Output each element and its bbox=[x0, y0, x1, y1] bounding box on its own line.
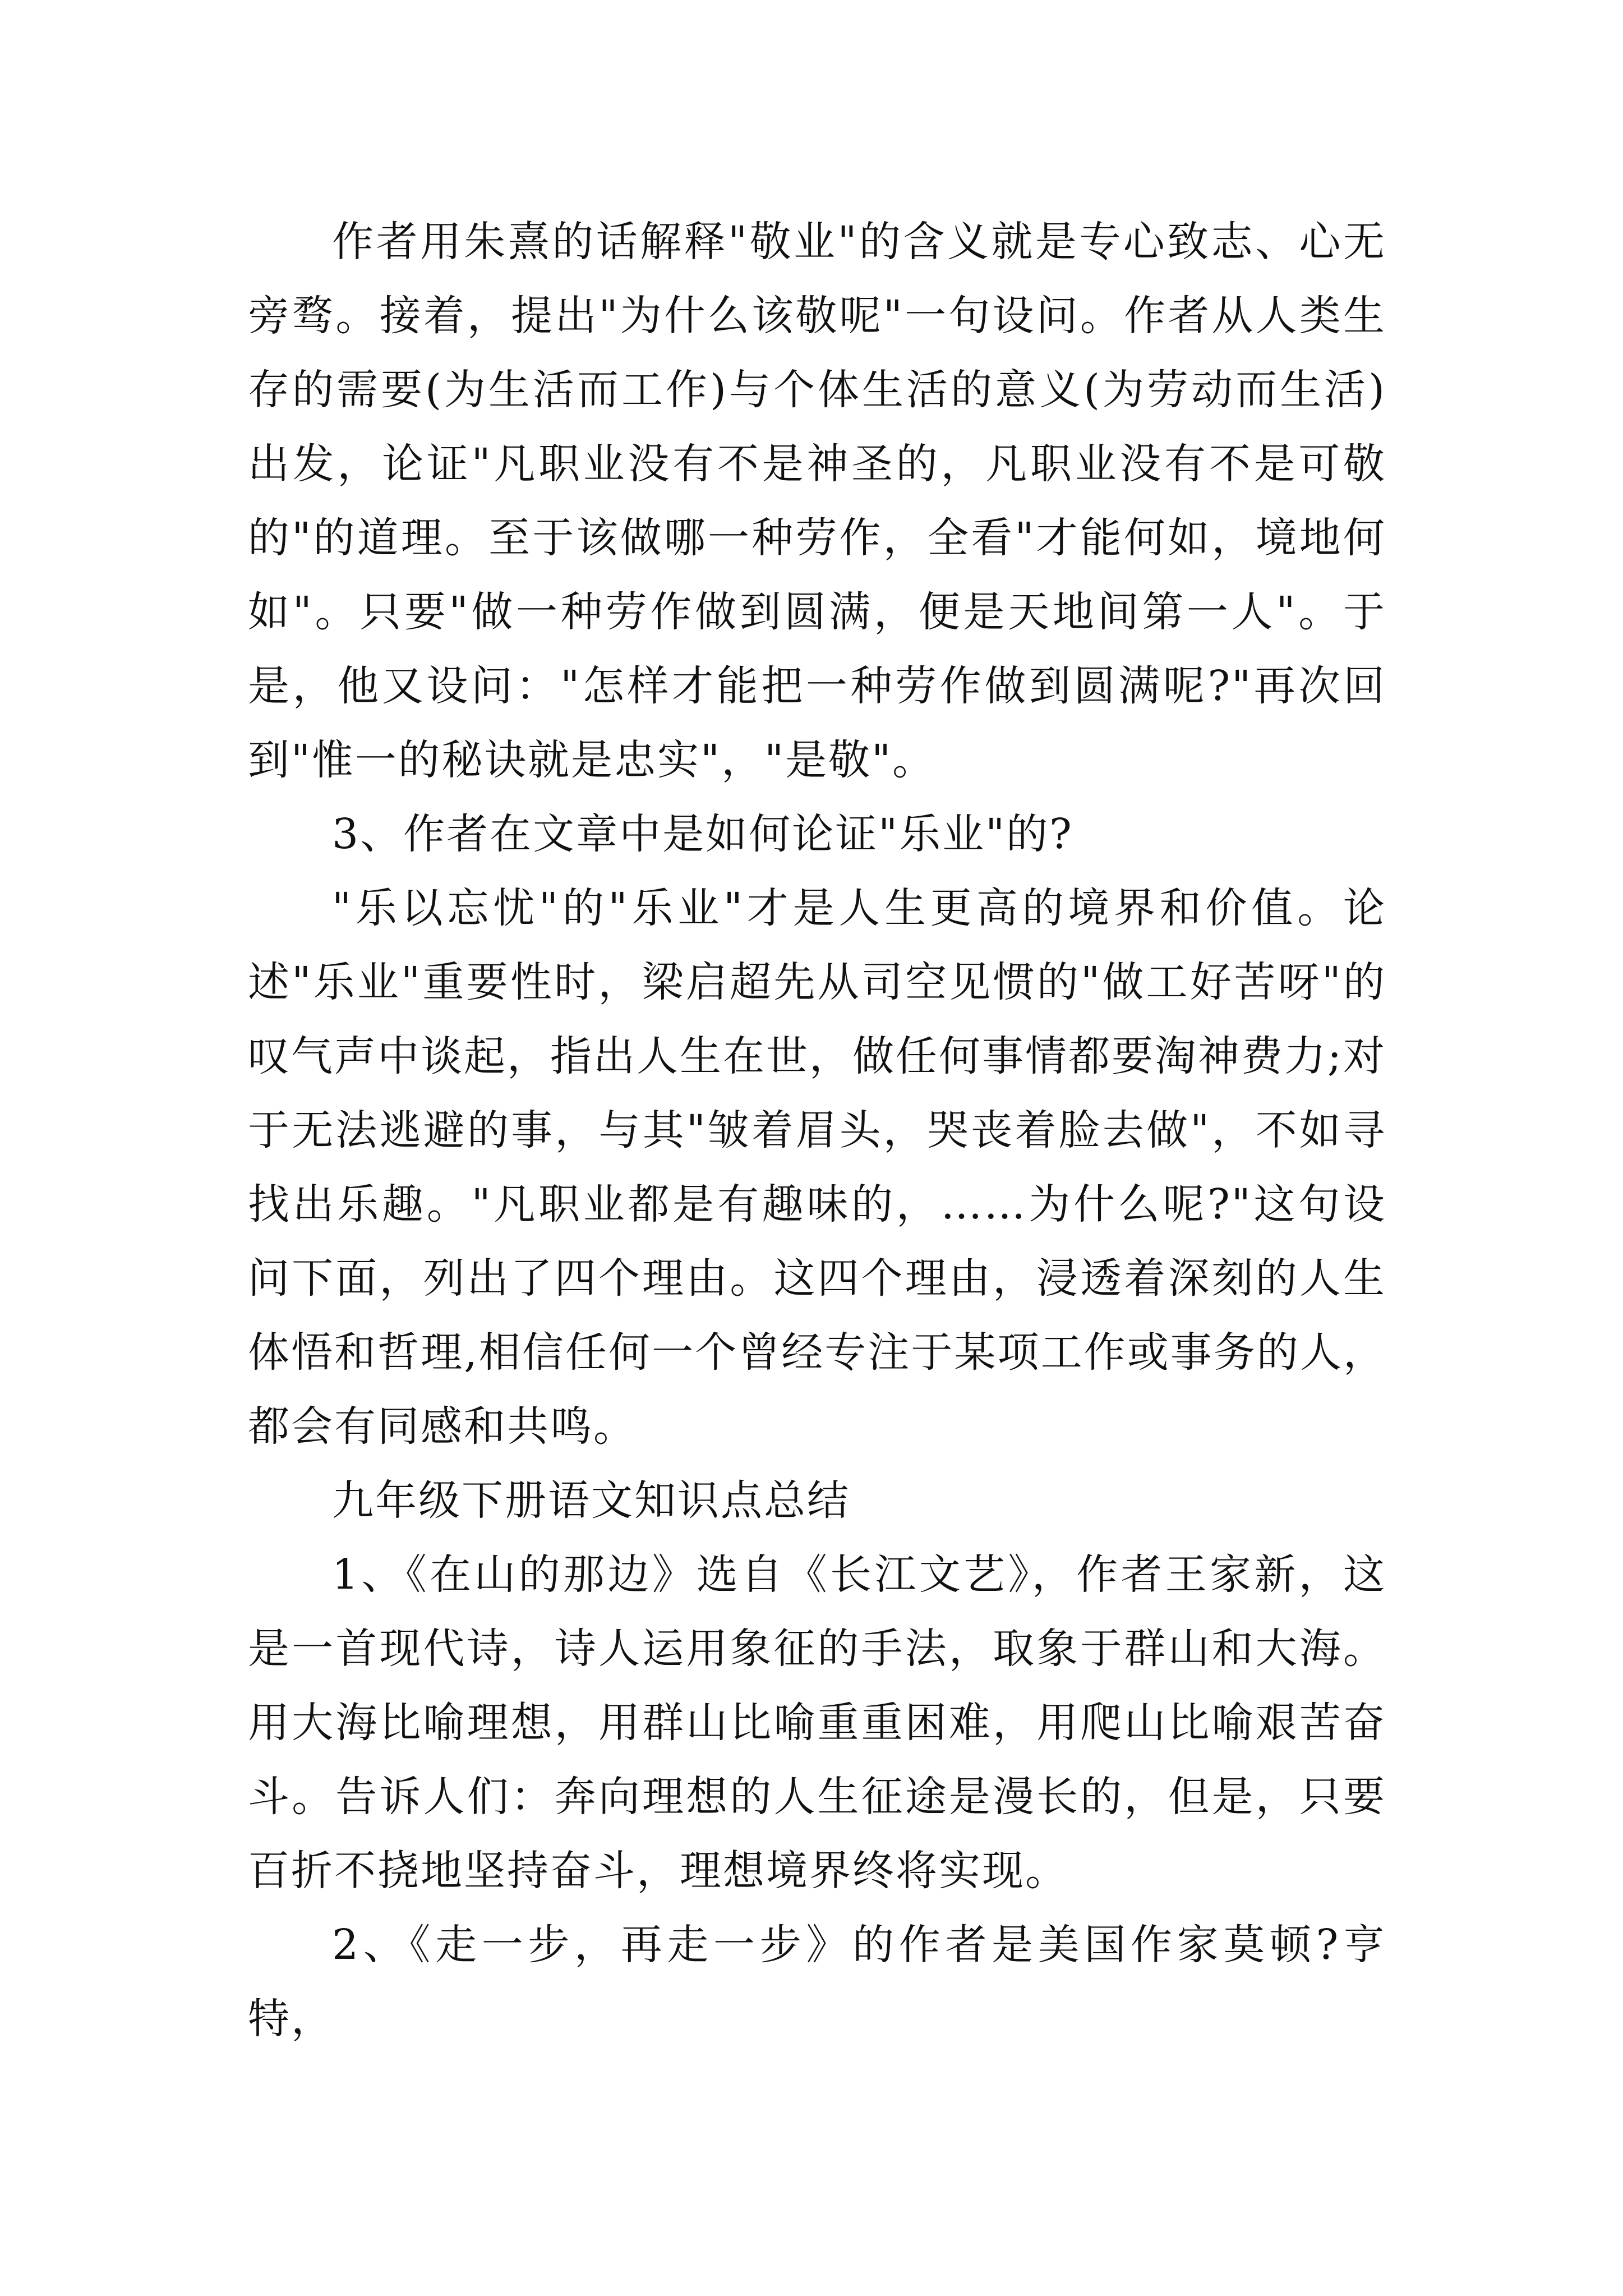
document-body bbox=[248, 205, 1386, 2056]
question-3-heading: 3、作者在文章中是如何论证"乐业"的? bbox=[332, 810, 1073, 858]
paragraph-jingye-explanation: 作者用朱熹的话解释"敬业"的含义就是专心致志、心无旁骛。接着，提出"为什么该敬呢"一句设问。作者从人类生存的需要(为生活而工作)与个体生活的意义(为劳动而生活)出发，论证"凡职业没有不是神圣的，凡职业没有不是可敬的"的道理。至于该做哪一种劳作，全看"才能何如，境地何如"。只要"做一种劳作做到圆满，便是天地间第一人"。于是，他又设问："怎样才能把一种劳作做到圆满呢?"再次回到"惟一的秘诀就是忠实"，"是敬"。 bbox=[248, 218, 1386, 784]
section-title: 九年级下册语文知识点总结 bbox=[332, 1476, 850, 1525]
paragraph-leye-argument: "乐以忘忧"的"乐业"才是人生更高的境界和价值。论述"乐业"重要性时，梁启超先从司空见惯的"做工好苦呀"的叹气声中谈起，指出人生在世，做任何事情都要淘神费力;对于无法逃避的事，与其"皱着眉头，哭丧着脸去做"，不如寻找出乐趣。"凡职业都是有趣味的，……为什么呢?"这句设问下面，列出了四个理由。这四个理由，浸透着深刻的人生体悟和哲理,相信任何一个曾经专注于某项工作或事务的人，都会有同感和共鸣。 bbox=[248, 884, 1386, 1451]
item-2-paragraph: 2、《走一步，再走一步》的作者是美国作家莫顿?亨特， bbox=[248, 1921, 1386, 2043]
item-1-paragraph: 1、《在山的那边》选自《长江文艺》，作者王家新，这是一首现代诗，诗人运用象征的手法，取象于群山和大海。用大海比喻理想，用群山比喻重重困难，用爬山比喻艰苦奋斗。告诉人们：奔向理想的人生征途是漫长的，但是，只要百折不挠地坚持奋斗，理想境界终将实现。 bbox=[248, 1550, 1386, 1895]
